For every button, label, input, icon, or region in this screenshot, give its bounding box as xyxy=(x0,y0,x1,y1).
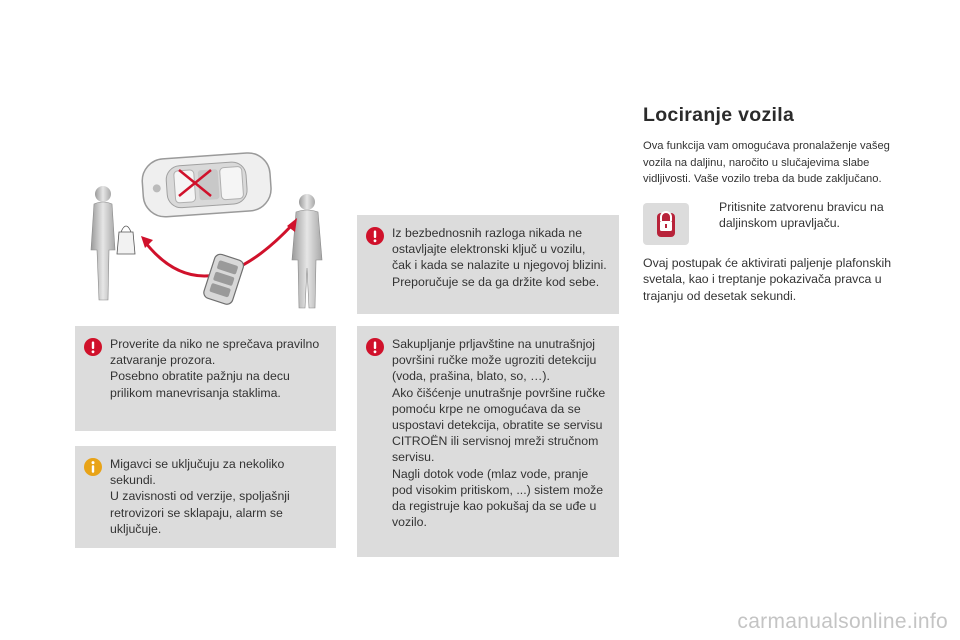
key-warning-text: Iz bezbednosnih razloga nikada ne ostavljajte elektronski ključ u vozilu, čak i kada se nalazite u njegovoj blizini. Preporučuje se da ga držite kod sebe. xyxy=(392,226,607,289)
section-intro: Ova funkcija vam omogućava pronalaženje vašeg vozila na daljinu, naročito u slučajevima slabe vidljivosti. Vaše vozilo treba da bude zaključano. xyxy=(643,140,890,186)
window-warning-text: Proverite da niko ne sprečava pravilno zatvaranje prozora. Posebno obratite pažnju na decu prilikom manevrisanja staklima. xyxy=(110,337,320,400)
person-right xyxy=(292,194,322,308)
mirror-info-panel xyxy=(75,446,336,548)
dirt-warning-panel xyxy=(357,326,619,557)
car-top-view xyxy=(141,151,273,218)
section-title: Lociranje vozila xyxy=(643,104,795,126)
mirror-info-text: Migavci se uključuju za nekoliko sekundi. U zavisnosti od verzije, spoljašnji retrovizori se sklapaju, alarm se uključuje. xyxy=(110,457,290,536)
person-left xyxy=(91,186,135,300)
key-fob xyxy=(202,253,245,306)
warning-icon xyxy=(366,338,384,356)
dirt-warning-text: Sakupljanje prljavštine na unutrašnjoj površini ručke može ugroziti detekciju (voda, prašina, blato, so, …). Ako čišćenje unutrašnje površine ručke pomoću krpe ne omogućava da se uspostavi detekcija, obratite se servisu CITROËN ili servisnoj mreži stručnom servisu. Nagli dotok vode (mlaz vode, pranje pod visokim pritiskom, ...) sistem može da registruje kao pokušaj da se uđe u vozilo. xyxy=(392,337,606,530)
key-warning-panel xyxy=(357,215,619,314)
warning-icon xyxy=(366,227,384,245)
keyless-illustration xyxy=(75,150,335,320)
window-warning-panel xyxy=(75,326,336,431)
result-text: Ovaj postupak će aktivirati paljenje plafonskih svetala, kao i treptanje pokazivača pravca u trajanju od desetak sekundi. xyxy=(643,256,892,303)
lock-button-icon xyxy=(643,203,689,245)
step-text: Pritisnite zatvorenu bravicu na daljinskom upravljaču. xyxy=(719,200,884,231)
watermark: carmanualsonline.info xyxy=(737,610,948,633)
warning-icon xyxy=(84,338,102,356)
info-icon xyxy=(84,458,102,476)
